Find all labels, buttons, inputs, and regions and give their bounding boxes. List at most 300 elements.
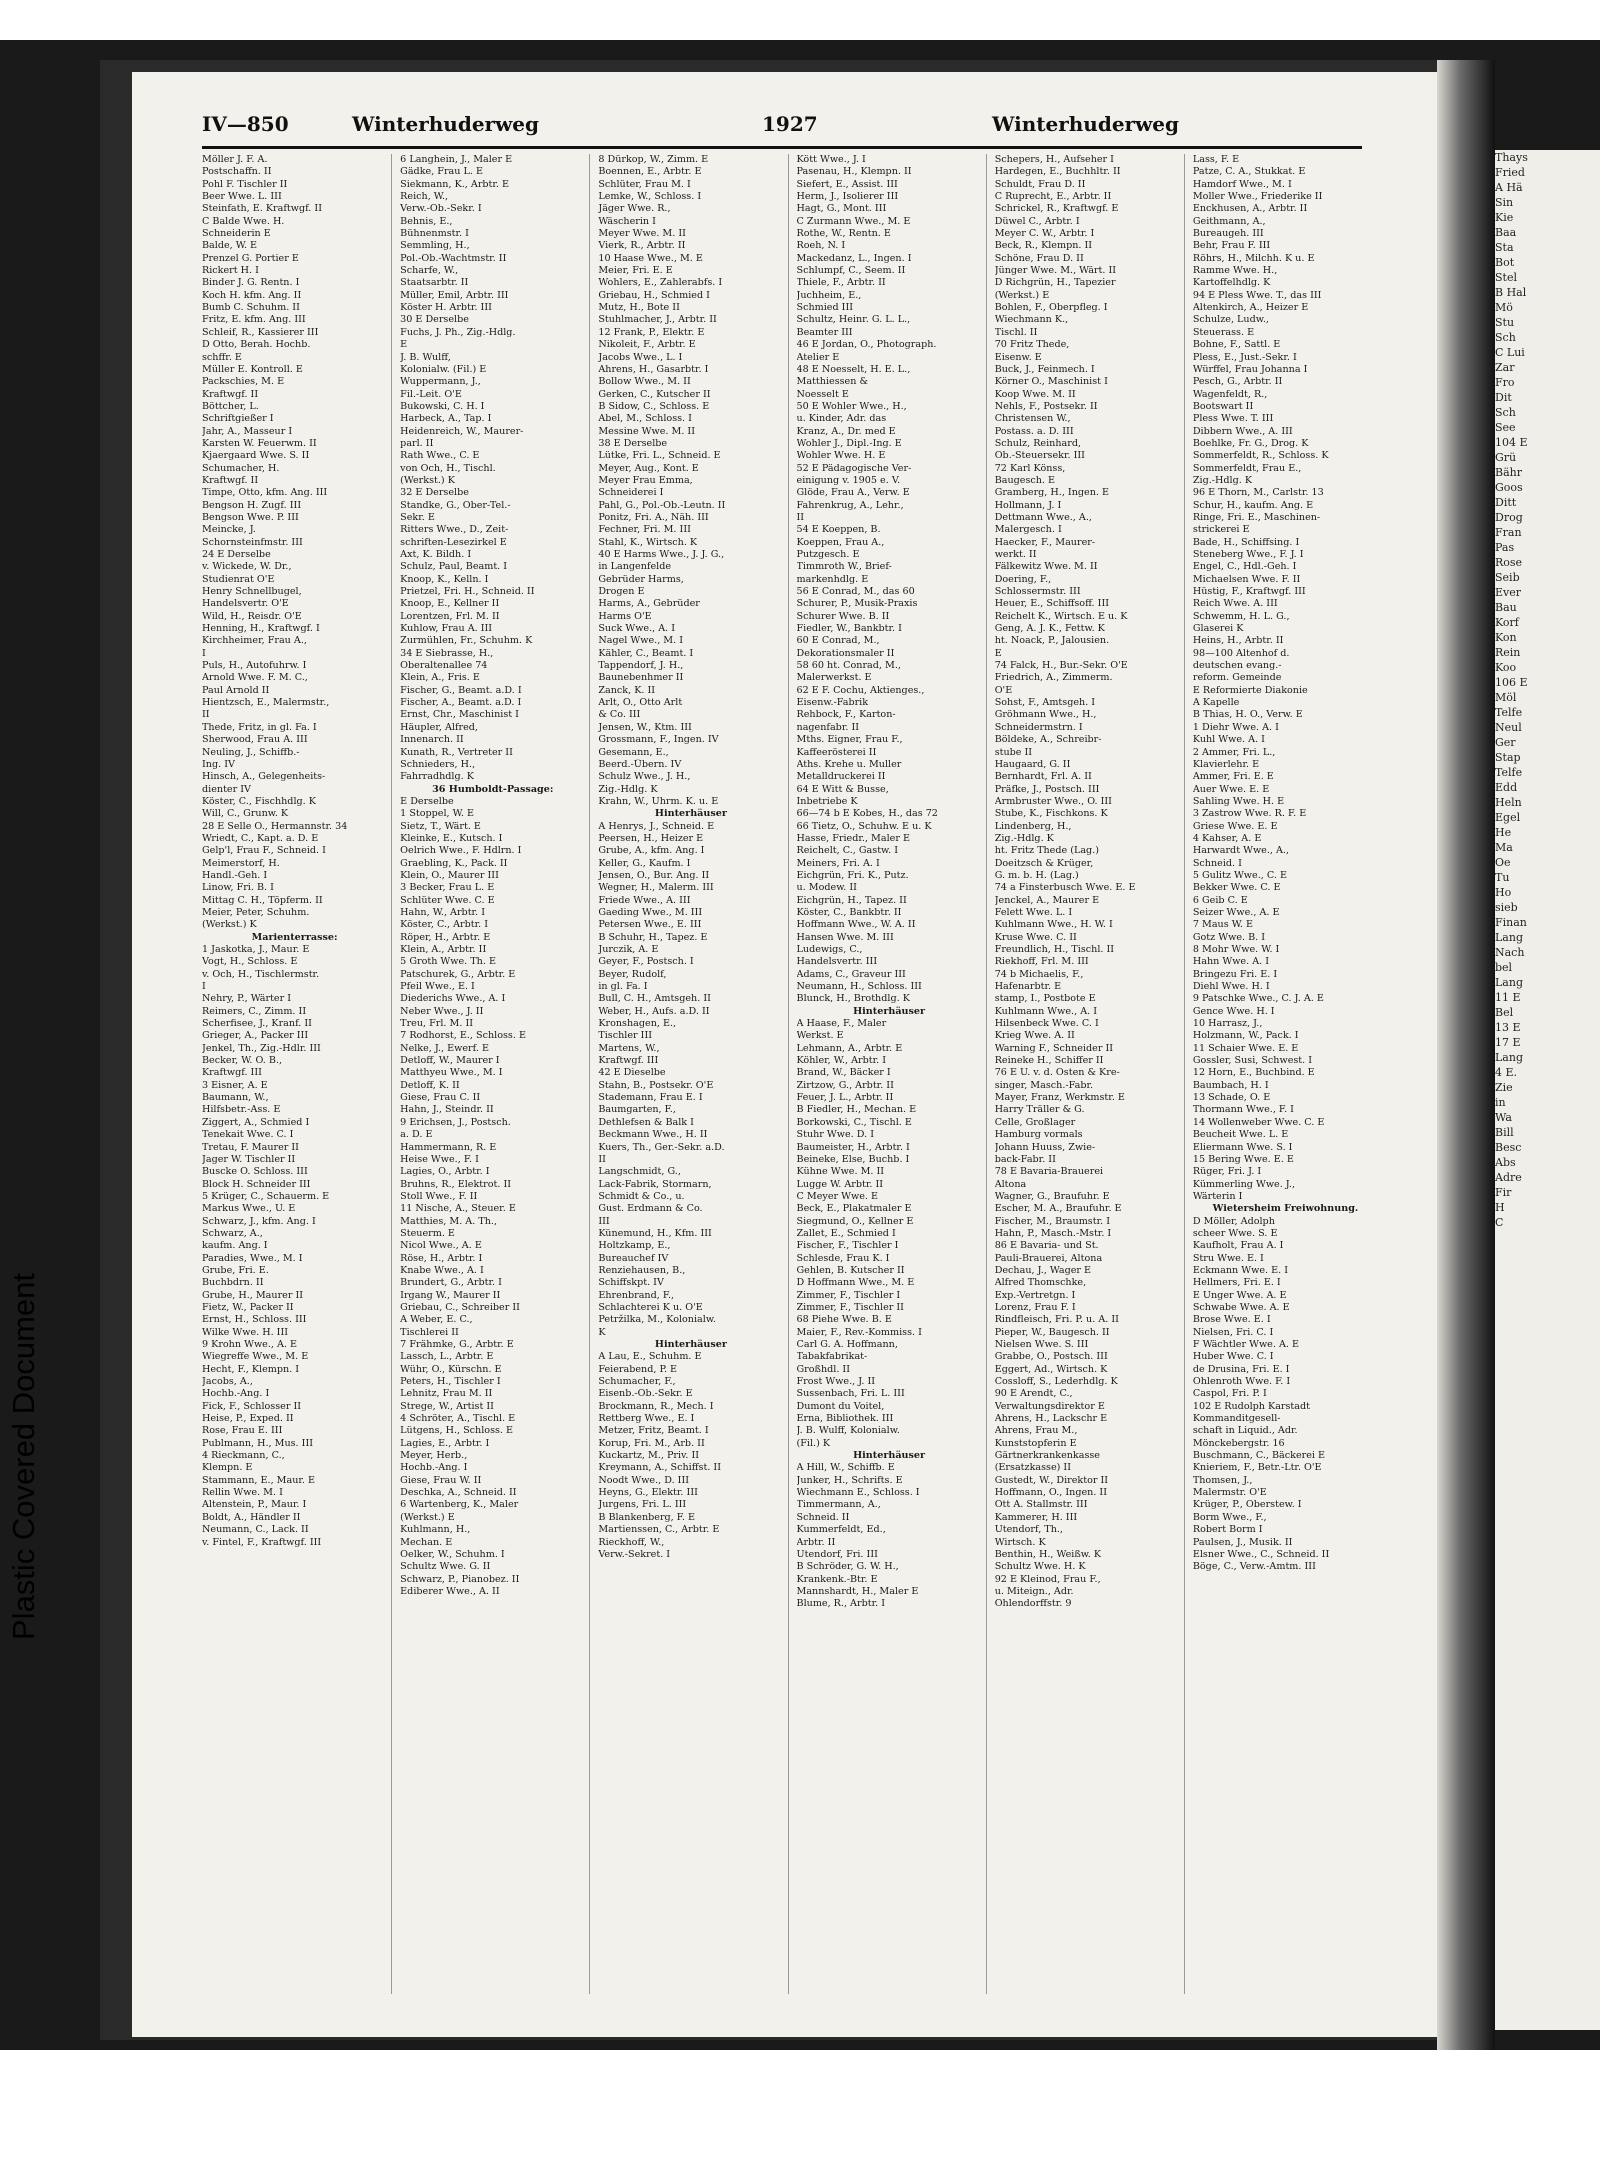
directory-entry: Beckmann Wwe., H. II <box>598 1129 708 1141</box>
directory-entry: F Wächtler Wwe. A. E <box>1192 1339 1299 1350</box>
directory-entry: Nicol Wwe., A. E <box>400 1240 482 1252</box>
directory-entry: Meyer, Herb., <box>400 1450 468 1462</box>
directory-entry: A Kapelle <box>1192 697 1240 709</box>
directory-entry: E <box>400 339 408 351</box>
directory-entry: v. Och, H., Tischlermstr. <box>202 968 320 980</box>
directory-entry: Mutz, H., Bote II <box>598 302 680 314</box>
directory-entry: Gust. Erdmann & Co. <box>598 1203 703 1215</box>
directory-entry: Markus Wwe., U. E <box>202 1203 296 1215</box>
directory-entry: Ob.-Steuersekr. III <box>994 450 1085 462</box>
directory-entry: Innenarch. II <box>400 734 464 746</box>
directory-entry: Schnieders, H., <box>400 758 476 770</box>
directory-entry: Stoll Wwe., F. II <box>400 1190 478 1202</box>
directory-entry: Fil.-Leit. O'E <box>400 388 462 400</box>
directory-entry: Heyns, G., Elektr. III <box>598 1487 698 1499</box>
directory-entry: 30 E Derselbe <box>400 314 469 326</box>
directory-entry: Johann Huuss, Zwie- <box>994 1141 1096 1153</box>
directory-entry: Stahl, K., Wirtsch. K <box>598 536 698 548</box>
directory-entry: Wiechmann K., <box>994 314 1069 326</box>
directory-entry: Lütke, Fri. L., Schneid. E <box>598 450 721 462</box>
directory-entry: Siefert, E., Assist. III <box>796 178 898 190</box>
adjacent-page-fragment: Baa <box>1495 226 1517 239</box>
adjacent-page-fragment: Möl <box>1495 691 1517 704</box>
directory-entry: 9 Krohn Wwe., A. E <box>202 1339 298 1350</box>
directory-entry: 86 E Bavaria- und St. <box>994 1240 1099 1252</box>
directory-entry: schffr. E <box>202 351 242 363</box>
directory-entry: Häupler, Alfred, <box>400 721 478 733</box>
directory-entry: Sommerfeldt, Frau E., <box>1192 462 1302 474</box>
adjacent-page-fragment: Rein <box>1495 646 1521 659</box>
directory-entry: Gustedt, W., Direktor II <box>994 1474 1109 1486</box>
directory-entry: Altona <box>994 1178 1027 1190</box>
directory-entry: 6 Langhein, J., Maler E <box>400 154 513 165</box>
directory-entry: in Langenfelde <box>598 561 672 573</box>
directory-entry: Roeh, N. I <box>796 240 846 252</box>
directory-entry: Schumacher, H. <box>202 462 280 474</box>
directory-entry: Balde, W. E <box>202 240 258 252</box>
directory-entry: Timpe, Otto, kfm. Ang. III <box>202 487 328 499</box>
directory-entry: Bekker Wwe. C. E <box>1192 882 1281 894</box>
directory-entry: Fechner, Fri. M. III <box>598 524 691 536</box>
directory-entry: Elsner Wwe., C., Schneid. II <box>1192 1548 1330 1560</box>
directory-entry: Neber Wwe., J. II <box>400 1005 484 1017</box>
directory-entry: de Drusina, Fri. E. I <box>1192 1363 1290 1375</box>
directory-entry: 74 Falck, H., Bur.-Sekr. O'E <box>994 660 1128 672</box>
directory-entry: Lagies, O., Arbtr. I <box>400 1166 490 1178</box>
directory-entry: Hinsch, A., Gelegenheits- <box>202 771 326 783</box>
directory-entry: Hüstig, F., Kraftwgf. III <box>1192 586 1306 598</box>
directory-entry: 72 Karl Könss, <box>994 462 1066 474</box>
directory-entry: Fischer, G., Beamt. a.D. I <box>400 684 522 696</box>
directory-entry: Arlt, O., Otto Arlt <box>598 697 683 709</box>
directory-entry: Schulz, Paul, Beamt. I <box>400 561 508 573</box>
directory-entry: Detloff, W., Maurer I <box>400 1055 500 1067</box>
directory-entry: Reich Wwe. A. III <box>1192 598 1278 610</box>
directory-entry: Vierk, R., Arbtr. II <box>598 240 686 252</box>
directory-column <box>797 154 987 1994</box>
directory-entry: Stuhr Wwe. D. I <box>796 1129 875 1141</box>
directory-entry: 7 Frähmke, G., Arbtr. E <box>400 1339 514 1350</box>
directory-entry: Hamdorf Wwe., M. I <box>1192 178 1292 190</box>
directory-entry: Tretau, F. Maurer II <box>202 1141 299 1153</box>
directory-entry: Wiegreffe Wwe., M. E <box>202 1351 309 1363</box>
directory-entry: Korup, Fri. M., Arb. II <box>598 1437 705 1449</box>
directory-entry: Altenstein, P., Maur. I <box>202 1499 307 1511</box>
directory-entry: Handl.-Geh. I <box>202 869 268 881</box>
directory-entry: Fietz, W., Packer II <box>202 1301 294 1313</box>
adjacent-page-fragment: Ma <box>1495 841 1513 854</box>
directory-entry: 78 E Bavaria-Brauerei <box>994 1166 1104 1178</box>
directory-entry: G. m. b. H. (Lag.) <box>994 869 1079 881</box>
directory-entry: Kjaergaard Wwe. S. II <box>202 450 310 462</box>
directory-entry: Borkowski, C., Tischl. E <box>796 1116 912 1128</box>
directory-entry: Kähler, C., Beamt. I <box>598 647 694 659</box>
directory-entry: Axt, K. Bildh. I <box>400 549 472 560</box>
directory-entry: Kaffeerösterei II <box>796 746 877 758</box>
directory-entry: Tischl. II <box>994 326 1038 338</box>
directory-entry: Prenzel G. Portier E <box>202 252 299 264</box>
directory-entry: Oberaltenallee 74 <box>400 660 488 672</box>
directory-entry: Matthies, M. A. Th., <box>400 1215 497 1227</box>
adjacent-page-fragment: sieb <box>1495 901 1518 914</box>
directory-entry: Holtzkamp, E., <box>598 1240 671 1252</box>
directory-entry: Fiedler, W., Bankbtr. I <box>796 623 902 635</box>
side-label-container <box>0 1273 46 1641</box>
directory-entry: Würffel, Frau Johanna I <box>1192 363 1308 375</box>
directory-entry: Glaserei K <box>1192 623 1244 635</box>
directory-entry: Utendorf, Th., <box>994 1524 1063 1536</box>
directory-entry: Koch H. kfm. Ang. II <box>202 289 302 301</box>
directory-entry: Feuer, J. L., Arbtr. II <box>796 1092 894 1104</box>
directory-entry: 8 Mohr Wwe. W. I <box>1192 944 1280 955</box>
directory-entry: Sommerfeldt, R., Schloss. K <box>1192 450 1329 462</box>
directory-entry: Hardegen, E., Buchhltr. II <box>994 166 1121 178</box>
directory-entry: Christensen W., <box>994 413 1071 425</box>
street-name-left: Winterhuderweg <box>352 112 540 136</box>
directory-entry: Weber, H., Aufs. a.D. II <box>598 1005 710 1017</box>
directory-entry: Rettberg Wwe., E. I <box>598 1413 695 1425</box>
adjacent-page-fragment: Sch <box>1495 406 1516 419</box>
directory-entry: Zanck, K. II <box>598 684 656 696</box>
directory-entry: Lehmann, A., Arbtr. E <box>796 1042 903 1054</box>
directory-entry: Künemund, H., Kfm. III <box>598 1227 712 1239</box>
directory-entry: 64 E Witt & Busse, <box>796 783 889 795</box>
directory-entry: Knoop, E., Kellner II <box>400 598 500 610</box>
directory-entry: Geithmann, A., <box>1192 215 1266 227</box>
directory-entry: Müller, Emil, Arbtr. III <box>400 289 509 301</box>
directory-entry: Boehlke, Fr. G., Drog. K <box>1192 437 1309 449</box>
directory-entry: Rath Wwe., C. E <box>400 450 480 462</box>
directory-entry: Sussenbach, Fri. L. III <box>796 1388 905 1400</box>
directory-entry: Tabakfabrikat- <box>796 1351 868 1363</box>
directory-entry: Grossmann, F., Ingen. IV <box>598 734 719 746</box>
adjacent-page-fragment: 4 E. <box>1495 1066 1518 1079</box>
directory-entry: Wagner, G., Braufuhr. E <box>994 1190 1110 1202</box>
directory-entry: B Fiedler, H., Mechan. E <box>796 1104 917 1116</box>
directory-entry: Wilke Wwe. H. III <box>202 1326 289 1338</box>
directory-entry: Friede Wwe., A. III <box>598 894 691 906</box>
directory-entry: Krankenk.-Btr. E <box>796 1573 878 1585</box>
directory-entry: Nehls, F., Postsekr. II <box>994 400 1098 412</box>
adjacent-page-fragment: 106 E <box>1495 676 1528 689</box>
directory-entry: Beck, E., Plakatmaler E <box>796 1203 912 1215</box>
directory-entry: 56 E Conrad, M., das 60 <box>796 586 915 598</box>
directory-entry: Kümmerling Wwe. J., <box>1192 1178 1296 1190</box>
directory-entry: D Möller, Adolph <box>1192 1215 1275 1227</box>
directory-entry: u. Modew. II <box>796 882 857 894</box>
directory-entry: Boldt, A., Händler II <box>202 1511 301 1523</box>
directory-entry: Baugesch. E <box>994 474 1056 486</box>
directory-entry: Beineke, Else, Buchb. I <box>796 1153 910 1165</box>
directory-entry: Brand, W., Bäcker I <box>796 1067 891 1079</box>
directory-entry: Ponitz, Fri. A., Näh. III <box>598 511 709 523</box>
directory-entry: Malergesch. I <box>994 524 1062 536</box>
directory-columns <box>202 154 1382 1994</box>
directory-entry: Dekorationsmaler II <box>796 647 895 659</box>
directory-entry: Pfeil Wwe., E. I <box>400 981 475 993</box>
directory-entry: Jahr, A., Masseur I <box>202 425 293 437</box>
directory-entry: Fuchs, J. Ph., Zig.-Hdlg. <box>400 326 516 338</box>
directory-entry: Griese Wwe. E. E <box>1192 820 1278 832</box>
directory-entry: Krüger, P., Oberstew. I <box>1192 1499 1302 1511</box>
directory-entry: Schlüter, Frau M. I <box>598 178 691 190</box>
adjacent-page-fragment: Kie <box>1495 211 1514 224</box>
directory-entry: Kronshagen, E., <box>598 1018 677 1030</box>
directory-entry: 96 E Thorn, M., Carlstr. 13 <box>1192 487 1324 499</box>
adjacent-page-fragment: in <box>1495 1096 1506 1109</box>
directory-entry: (Werkst.) E <box>994 289 1050 301</box>
directory-entry: nagenfabr. II <box>796 721 860 733</box>
directory-entry: Matthyeu Wwe., M. I <box>400 1067 503 1079</box>
adjacent-page-fragment: Ever <box>1495 586 1522 599</box>
adjacent-page-fragment: Sch <box>1495 331 1516 344</box>
directory-entry: I <box>202 981 206 993</box>
adjacent-page-fragment: H <box>1495 1201 1505 1214</box>
directory-entry: Pesch, G., Arbtr. II <box>1192 376 1283 388</box>
directory-entry: Eichgrün, Fri. K., Putz. <box>796 869 909 881</box>
directory-entry: 42 E Dieselbe <box>598 1067 666 1079</box>
directory-entry: D Richgrün, H., Tapezier <box>994 277 1116 289</box>
directory-entry: Wriedt, C., Kapt. a. D. E <box>202 832 319 844</box>
directory-entry: Verw.-Sekret. I <box>598 1548 671 1560</box>
directory-entry: Böge, C., Verw.-Amtm. III <box>1192 1561 1316 1573</box>
directory-entry: Gelp'l, Frau F., Schneid. I <box>202 845 326 857</box>
directory-entry: Studienrat O'E <box>202 573 275 585</box>
directory-entry: 5 Gulitz Wwe., C. E <box>1192 869 1287 881</box>
directory-entry: Reimers, C., Zimm. II <box>202 1005 307 1017</box>
directory-entry: Schurer, P., Musik-Praxis <box>796 598 918 610</box>
directory-entry: Junker, H., Schrifts. E <box>796 1474 903 1486</box>
directory-entry: Krahn, W., Uhrm. K. u. E <box>598 795 719 807</box>
directory-entry: Kaufholt, Frau A. I <box>1192 1240 1284 1252</box>
side-label: Plastic Covered Document <box>6 1273 41 1640</box>
directory-entry: Gossler, Susi, Schwest. I <box>1192 1055 1313 1067</box>
directory-entry: Schöne, Frau D. II <box>994 252 1084 264</box>
directory-entry: Hoffmann Wwe., W. A. II <box>796 919 916 931</box>
directory-entry: 6 Wartenberg, K., Maler <box>400 1499 519 1511</box>
directory-entry: Nagel Wwe., M. I <box>598 635 684 647</box>
directory-entry: Wäscherin I <box>598 215 656 227</box>
adjacent-page-fragment: Sin <box>1495 196 1514 209</box>
directory-entry: Hilfsbetr.-Ass. E <box>202 1104 281 1116</box>
directory-entry: Timmroth W., Brief- <box>796 561 892 573</box>
adjacent-page-fragment: C Lui <box>1495 346 1525 359</box>
directory-entry: Röhrs, H., Milchh. K u. E <box>1192 252 1315 264</box>
directory-entry: 40 E Harms Wwe., J. J. G., <box>598 549 725 560</box>
directory-entry: Stademann, Frau E. I <box>598 1092 703 1104</box>
directory-entry: Lack-Fabrik, Stormarn, <box>598 1178 712 1190</box>
directory-entry: Drogen E <box>598 586 645 598</box>
directory-entry: Puls, H., Autofuhrw. I <box>202 660 307 672</box>
directory-entry: Lass, F. E <box>1192 154 1240 165</box>
directory-entry: Kranz, A., Dr. med E <box>796 425 896 437</box>
directory-entry: Baumgarten, F., <box>598 1104 676 1116</box>
directory-entry: Rüger, Fri. J. I <box>1192 1166 1262 1178</box>
directory-entry: Thede, Fritz, in gl. Fa. I <box>202 721 317 733</box>
directory-entry: C Meyer Wwe. E <box>796 1190 878 1202</box>
directory-entry: Kreymann, A., Schiffst. II <box>598 1462 722 1474</box>
directory-entry: Rose, Frau E. III <box>202 1425 283 1437</box>
directory-entry: Hinterhäuser <box>853 1005 926 1017</box>
directory-entry: Reich, W., <box>400 191 449 203</box>
directory-entry: Bengson H. Zugf. III <box>202 499 302 511</box>
directory-entry: Diederichs Wwe., A. I <box>400 993 506 1005</box>
directory-entry: Stammann, E., Maur. E <box>202 1474 316 1486</box>
directory-entry: Timmermann, A., <box>796 1499 881 1511</box>
directory-entry: Haecker, F., Maurer- <box>994 536 1096 548</box>
directory-entry: Hoffmann, O., Ingen. II <box>994 1487 1108 1499</box>
directory-entry: E Unger Wwe. A. E <box>1192 1289 1287 1301</box>
directory-entry: Seizer Wwe., A. E <box>1192 906 1280 918</box>
directory-entry: Robert Borm I <box>1192 1524 1263 1536</box>
directory-entry: Köster H. Arbtr. III <box>400 302 492 314</box>
directory-entry: Zurmühlen, Fr., Schuhm. K <box>400 635 533 647</box>
directory-entry: v. Wickede, W. Dr., <box>202 561 292 573</box>
adjacent-page-fragment: Nach <box>1495 946 1525 959</box>
directory-entry: Arnold Wwe. F. M. C., <box>202 672 308 684</box>
directory-entry: Ohlenroth Wwe. F. I <box>1192 1376 1291 1388</box>
directory-entry: Ott A. Stallmstr. III <box>994 1499 1088 1511</box>
directory-entry: Gence Wwe. H. I <box>1192 1005 1275 1017</box>
directory-entry: Hilsenbeck Wwe. C. I <box>994 1018 1099 1030</box>
adjacent-page-fragment: 11 E <box>1495 991 1521 1004</box>
adjacent-page-fragment: Bill <box>1495 1126 1514 1139</box>
directory-entry: Bootswart II <box>1192 400 1254 412</box>
directory-entry: J. B. Wulff, Kolonialw. <box>796 1425 900 1437</box>
directory-entry: Sahling Wwe. H. E <box>1192 795 1285 807</box>
directory-entry: Freundlich, H., Tischl. II <box>994 944 1115 955</box>
directory-entry: Gesemann, E., <box>598 746 669 758</box>
directory-entry: Jacobs, A., <box>202 1376 253 1388</box>
adjacent-page-fragment: Ditt <box>1495 496 1517 509</box>
directory-entry: Bengson Wwe. P. III <box>202 511 299 523</box>
directory-entry: Kuckartz, M., Priv. II <box>598 1450 700 1462</box>
directory-entry: markenhdlg. E <box>796 573 869 585</box>
directory-entry: Keller, G., Kaufm. I <box>598 857 691 869</box>
directory-entry: Geyer, F., Postsch. I <box>598 956 694 968</box>
directory-entry: Kött Wwe., J. I <box>796 154 866 165</box>
directory-entry: Gärtnerkrankenkasse <box>994 1450 1100 1462</box>
directory-entry: Feierabend, P. E <box>598 1363 678 1375</box>
directory-entry: Handelsvertr. O'E <box>202 598 289 610</box>
directory-entry: Grube, A., kfm. Ang. I <box>598 845 705 857</box>
adjacent-page-fragment: Koo <box>1495 661 1517 674</box>
directory-entry: Schrickel, R., Kraftwgf. E <box>994 203 1119 215</box>
directory-entry: Hochb.-Ang. I <box>400 1462 468 1474</box>
directory-entry: Jünger Wwe. M., Wärt. II <box>994 265 1117 277</box>
directory-entry: Hamburg vormals <box>994 1129 1083 1141</box>
directory-entry: Semmling, H., <box>400 240 470 252</box>
directory-entry: Knoop, K., Kelln. I <box>400 573 489 585</box>
directory-entry: Krieg Wwe. A. II <box>994 1030 1075 1042</box>
directory-entry: Tappendorf, J. H., <box>598 660 684 672</box>
directory-entry: Postschaffn. II <box>202 166 272 178</box>
directory-entry: Bohlen, F., Oberpfleg. I <box>994 302 1108 314</box>
adjacent-page-fragment: 104 E <box>1495 436 1528 449</box>
directory-entry: 13 Schade, O. E <box>1192 1092 1271 1104</box>
adjacent-page-fragment: Heln <box>1495 796 1522 809</box>
directory-entry: Borm Wwe., F., <box>1192 1511 1267 1523</box>
directory-entry: Peersen, H., Heizer E <box>598 832 704 844</box>
directory-entry: ht. Noack, P., Jalousien. <box>994 635 1110 647</box>
directory-entry: Wirtsch. K <box>994 1536 1046 1548</box>
directory-entry: Adams, C., Graveur III <box>796 968 906 980</box>
directory-entry: Schultz, Heinr. G. L. L., <box>796 314 911 326</box>
directory-entry: C Zurmann Wwe., M. E <box>796 215 911 227</box>
directory-entry: Ernst, Chr., Maschinist I <box>400 709 519 721</box>
directory-entry: Klein, A., Arbtr. II <box>400 944 487 955</box>
directory-entry: Kommanditgesell- <box>1192 1413 1281 1425</box>
directory-entry: Hagt, G., Mont. III <box>796 203 887 215</box>
directory-entry: u. Miteign., Adr. <box>994 1585 1074 1597</box>
directory-entry: Petržilka, M., Kolonialw. <box>598 1314 716 1326</box>
directory-entry: 7 Maus W. E <box>1192 919 1253 931</box>
directory-entry: 48 E Noesselt, H. E. L., <box>796 363 911 375</box>
directory-entry: Reichelt, C., Gastw. I <box>796 845 899 857</box>
directory-entry: Schuldt, Frau D. II <box>994 178 1086 190</box>
directory-entry: Schwarz, A., <box>202 1227 263 1239</box>
adjacent-page-fragment: B Hal <box>1495 286 1527 299</box>
directory-entry: Bureauchef IV <box>598 1252 669 1264</box>
directory-entry: Will, C., Grunw. K <box>202 808 289 820</box>
directory-entry: Schultz Wwe. H. K <box>994 1561 1086 1573</box>
directory-entry: Ritters Wwe., D., Zeit- <box>400 524 509 536</box>
directory-entry: 24 E Derselbe <box>202 549 271 560</box>
directory-entry: Moller Wwe., Friederike II <box>1192 191 1323 203</box>
directory-entry: Klavierlehr. E <box>1192 758 1260 770</box>
directory-entry: I <box>202 647 206 659</box>
directory-entry: 12 Frank, P., Elektr. E <box>598 326 705 338</box>
directory-entry: Schlachterei K u. O'E <box>598 1301 703 1313</box>
directory-entry: 28 E Selle O., Hermannstr. 34 <box>202 820 348 832</box>
page-header <box>202 106 1362 149</box>
directory-entry: Reichelt K., Wirtsch. E u. K <box>994 610 1128 622</box>
directory-entry: Pasenau, H., Klempn. II <box>796 166 912 178</box>
directory-entry: Graebling, K., Pack. II <box>400 857 508 869</box>
adjacent-page-fragment: Pas <box>1495 541 1515 554</box>
adjacent-page-edge <box>1495 150 1600 2030</box>
directory-entry: Friedrich, A., Zimmerm. <box>994 672 1113 684</box>
directory-entry: Schneidermstrn. I <box>994 721 1083 733</box>
directory-entry: 34 E Siebrasse, H., <box>400 647 494 659</box>
directory-entry: Kraftwgf. III <box>598 1055 659 1067</box>
directory-entry: 6 Geib C. E <box>1192 894 1248 906</box>
directory-entry: Meyer Frau Emma, <box>598 474 693 486</box>
directory-entry: Fischer, A., Beamt. a.D. I <box>400 697 522 709</box>
adjacent-page-fragment: A Hä <box>1495 181 1523 194</box>
directory-entry: Meyer, Aug., Kont. E <box>598 462 699 474</box>
directory-entry: Mackedanz, L., Ingen. I <box>796 252 912 264</box>
directory-entry: Diehl Wwe. H. I <box>1192 981 1270 993</box>
directory-entry: Harry Träller & G. <box>994 1104 1085 1116</box>
directory-entry: Lindenberg, H., <box>994 820 1072 832</box>
directory-column <box>995 154 1185 1994</box>
directory-entry: 36 Humboldt-Passage: <box>432 783 554 795</box>
directory-entry: Grabbe, O., Postsch. III <box>994 1351 1108 1363</box>
adjacent-page-fragment: Oe <box>1495 856 1511 869</box>
directory-entry: Michaelsen Wwe. F. II <box>1192 573 1301 585</box>
directory-entry: Bukowski, C. H. I <box>400 400 485 412</box>
directory-entry: Schneid. I <box>1192 857 1242 869</box>
directory-entry: Eliermann Wwe. S. I <box>1192 1141 1293 1153</box>
directory-entry: Armbruster Wwe., O. III <box>994 795 1112 807</box>
directory-entry: Zig.-Hdlg. K <box>1192 474 1253 486</box>
directory-entry: Petersen Wwe., E. III <box>598 919 702 931</box>
directory-entry: Karsten W. Feuerwm. II <box>202 437 317 449</box>
directory-entry: Schornsteinfmstr. III <box>202 536 303 548</box>
directory-entry: Bull, C. H., Amtsgeh. II <box>598 993 711 1005</box>
directory-entry: II <box>202 709 210 721</box>
